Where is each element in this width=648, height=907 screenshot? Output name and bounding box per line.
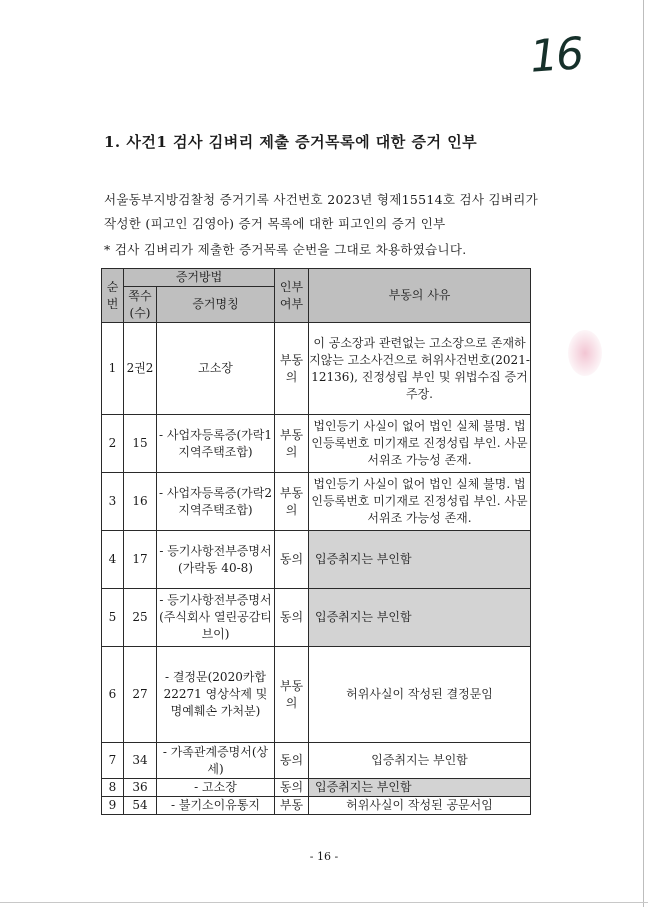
cell-name: - 사업자등록증(가락2지역주택조합)	[157, 473, 275, 531]
page-edge-bottom	[0, 902, 648, 903]
cell-admit: 동의	[275, 531, 309, 589]
intro-line-1: 서울동부지방검찰청 증거기록 사건번호 2023년 형제15514호 검사 김벼리가	[104, 192, 539, 207]
cell-reason: 입증취지는 부인함	[309, 531, 531, 589]
cell-seq: 7	[102, 743, 124, 779]
cell-reason: 입증취지는 부인함	[309, 779, 531, 797]
cell-admit: 부동	[275, 797, 309, 815]
cell-reason: 입증취지는 부인함	[309, 589, 531, 647]
table-row	[102, 473, 531, 531]
cell-seq: 8	[102, 779, 124, 797]
cell-seq: 5	[102, 589, 124, 647]
cell-seq: 4	[102, 531, 124, 589]
header-method: 증거방법	[124, 269, 275, 287]
cell-seq: 1	[102, 323, 124, 415]
cell-admit: 부동의	[275, 415, 309, 473]
table-row	[102, 589, 531, 647]
evidence-table	[101, 268, 531, 815]
cell-admit: 동의	[275, 779, 309, 797]
cell-name: - 불기소이유통지	[157, 797, 275, 815]
cell-reason: 허위사실이 작성된 결정문임	[309, 647, 531, 743]
cell-reason: 허위사실이 작성된 공문서임	[309, 797, 531, 815]
header-admit: 인부여부	[275, 269, 309, 323]
cell-name: - 고소장	[157, 779, 275, 797]
cell-admit: 부동의	[275, 323, 309, 415]
cell-name: - 사업자등록증(가락1지역주택조합)	[157, 415, 275, 473]
header-page: 쪽수(수)	[124, 287, 157, 323]
cell-seq: 6	[102, 647, 124, 743]
seal-stamp-mark	[568, 330, 602, 376]
cell-name: - 결정문(2020카합22271 영상삭제 및 명예훼손 가처분)	[157, 647, 275, 743]
cell-admit: 동의	[275, 589, 309, 647]
header-reason: 부동의 사유	[309, 269, 531, 323]
cell-page: 36	[124, 779, 157, 797]
cell-name: - 등기사항전부증명서(가락동 40-8)	[157, 531, 275, 589]
table-row	[102, 531, 531, 589]
cell-page: 15	[124, 415, 157, 473]
cell-reason: 법인등기 사실이 없어 법인 실체 불명. 법인등록번호 미기재로 진정성립 부인. 사문서위조 가능성 존재.	[309, 473, 531, 531]
table-row	[102, 647, 531, 743]
cell-page: 16	[124, 473, 157, 531]
cell-admit: 부동의	[275, 473, 309, 531]
handwritten-page-number: 16	[528, 28, 584, 83]
cell-page: 54	[124, 797, 157, 815]
cell-reason: 이 공소장과 관련없는 고소장으로 존재하지않는 고소사건으로 허위사건번호(2021-12136), 진정성립 부인 및 위법수집 증거 주장.	[309, 323, 531, 415]
cell-reason: 입증취지는 부인함	[309, 743, 531, 779]
cell-name: - 등기사항전부증명서(주식회사 열린공감티브이)	[157, 589, 275, 647]
table-row	[102, 415, 531, 473]
cell-name: - 가족관계증명서(상세)	[157, 743, 275, 779]
cell-seq: 3	[102, 473, 124, 531]
header-name: 증거명칭	[157, 287, 275, 323]
cell-name: 고소장	[157, 323, 275, 415]
cell-reason: 법인등기 사실이 없어 법인 실체 불명. 법인등록번호 미기재로 진정성립 부인. 사문서위조 가능성 존재.	[309, 415, 531, 473]
intro-line-2: 작성한 (피고인 김영아) 증거 목록에 대한 피고인의 증거 인부	[104, 216, 446, 231]
table-row	[102, 797, 531, 815]
cell-seq: 2	[102, 415, 124, 473]
page-edge-right	[643, 0, 644, 907]
cell-page: 25	[124, 589, 157, 647]
cell-page: 2권2	[124, 323, 157, 415]
cell-admit: 동의	[275, 743, 309, 779]
section-heading: 1. 사건1 검사 김벼리 제출 증거목록에 대한 증거 인부	[104, 133, 478, 151]
cell-page: 34	[124, 743, 157, 779]
page-footer-number: - 16 -	[309, 850, 339, 863]
table-row	[102, 323, 531, 415]
cell-page: 27	[124, 647, 157, 743]
cell-page: 17	[124, 531, 157, 589]
header-seq: 순번	[102, 269, 124, 323]
table-row	[102, 743, 531, 779]
table-row	[102, 779, 531, 797]
intro-line-3: * 검사 김벼리가 제출한 증거목록 순번을 그대로 차용하였습니다.	[104, 242, 467, 257]
cell-admit: 부동의	[275, 647, 309, 743]
cell-seq: 9	[102, 797, 124, 815]
